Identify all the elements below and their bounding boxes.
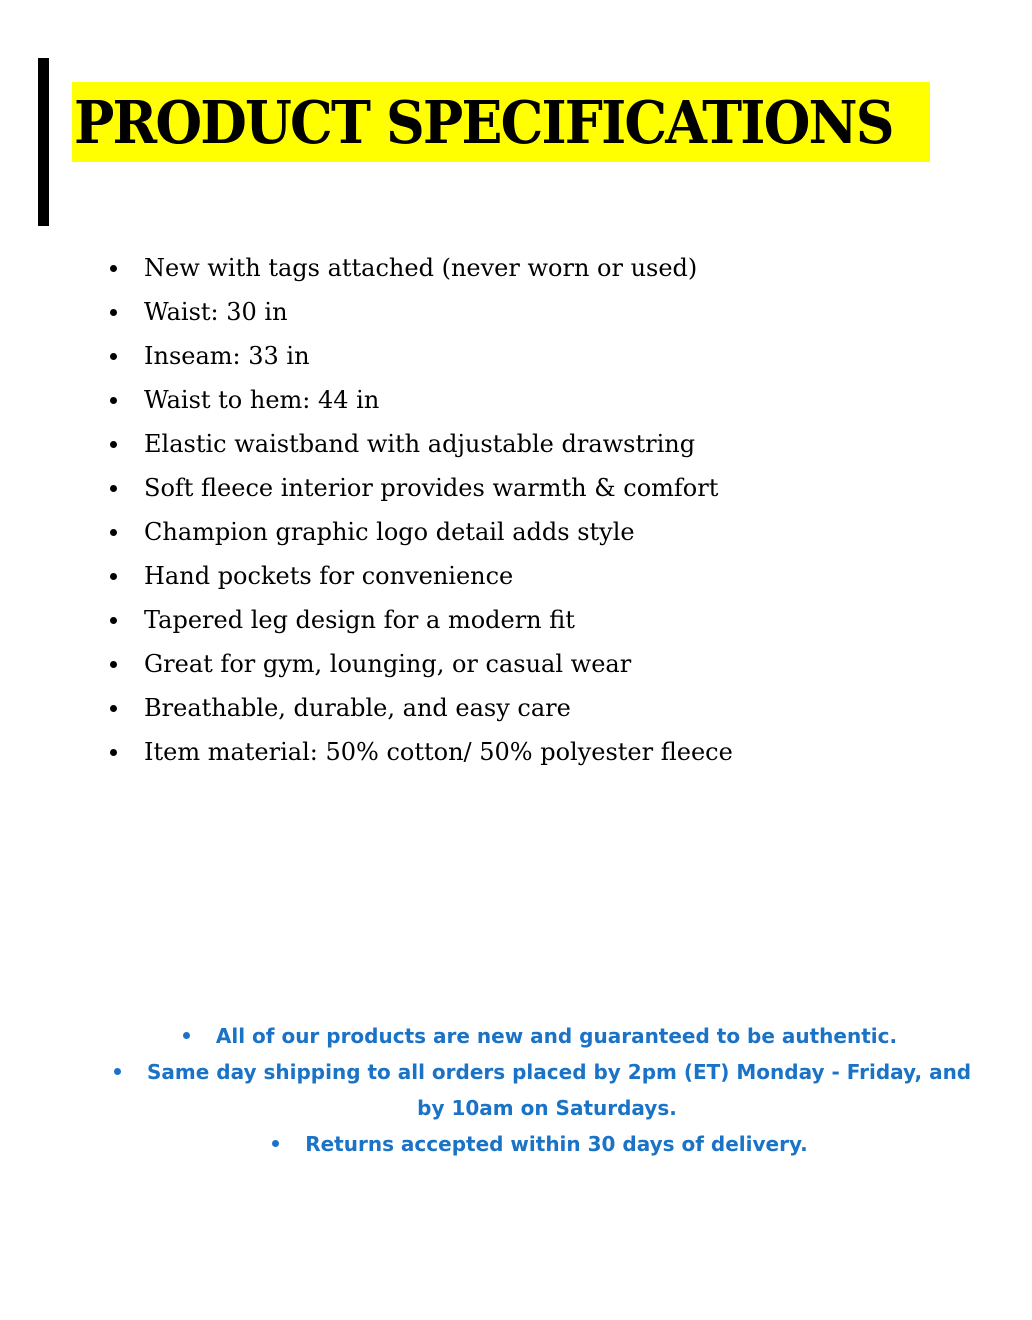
list-item [106,466,733,510]
list-item [106,378,733,422]
spec-text: Soft fleece interior provides warmth & comfort [144,474,719,502]
list-item [106,598,733,642]
spec-text: Elastic waistband with adjustable drawstring [144,430,696,458]
spec-text: Great for gym, lounging, or casual wear [144,650,632,678]
spec-text: Breathable, durable, and easy care [144,694,571,722]
list-item [106,422,733,466]
list-item [106,510,733,554]
spec-text: Tapered leg design for a modern fit [144,606,575,634]
bullet-icon [110,529,117,536]
accent-bar [38,58,49,226]
bullet-icon [183,1032,190,1039]
list-item [106,642,733,686]
bullet-icon [110,617,117,624]
page-title: PRODUCT SPECIFICATIONS [74,88,893,157]
bullet-icon [110,441,117,448]
spec-text: Item material: 50% cotton/ 50% polyester fleece [144,738,733,766]
spec-text: Champion graphic logo detail adds style [144,518,635,546]
spec-list [106,246,733,774]
policy-shipping [100,1054,980,1126]
list-item [106,246,733,290]
list-item [106,334,733,378]
bullet-icon [110,309,117,316]
spec-text: Inseam: 33 in [144,342,310,370]
bullet-icon [110,397,117,404]
bullet-icon [110,485,117,492]
bullet-icon [110,265,117,272]
bullet-icon [110,573,117,580]
list-item [106,686,733,730]
list-item [106,730,733,774]
spec-text: Hand pockets for convenience [144,562,514,590]
policy-returns [100,1126,980,1162]
policy-shipping-text-cont: by 10am on Saturdays. [417,1096,677,1120]
spec-text: Waist to hem: 44 in [144,386,380,414]
spec-text: Waist: 30 in [144,298,288,326]
bullet-icon [114,1068,121,1075]
list-item [106,554,733,598]
policy-returns-text: Returns accepted within 30 days of delivery. [305,1132,808,1156]
bullet-icon [110,749,117,756]
bullet-icon [110,661,117,668]
policy-authentic-text: All of our products are new and guaranteed to be authentic. [215,1024,898,1048]
bullet-icon [272,1140,279,1147]
store-policies [100,1018,980,1162]
bullet-icon [110,353,117,360]
policy-shipping-text: Same day shipping to all orders placed by 2pm (ET) Monday - Friday, and [147,1060,972,1084]
spec-text: New with tags attached (never worn or used) [144,254,698,282]
list-item [106,290,733,334]
policy-authentic [100,1018,980,1054]
bullet-icon [110,705,117,712]
